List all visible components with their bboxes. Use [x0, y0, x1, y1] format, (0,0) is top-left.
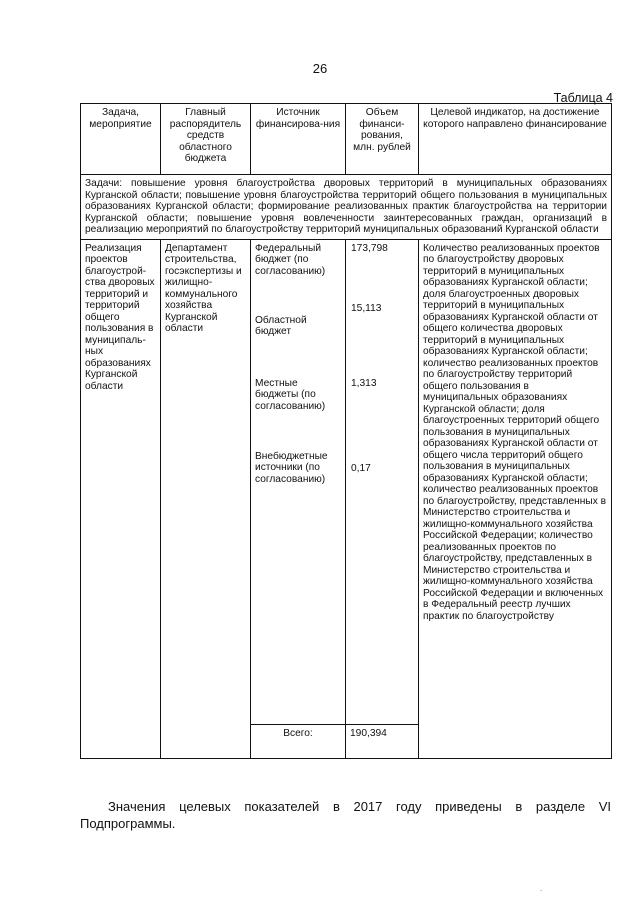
- table-caption: Таблица 4: [553, 91, 613, 105]
- footer-word: целевых: [179, 799, 231, 814]
- footer-word: показателей: [244, 799, 320, 814]
- footer-paragraph: [80, 798, 611, 832]
- source-federal: Федеральный бюджет (по согласованию): [255, 242, 326, 277]
- indicator-cell: Количество реализованных проектов по благоустройству дворовых территорий в муниципальных образованиях Курганской области; доля благоустроенных дворовых территорий в муниципальных образованиях Курганской области от общего количества дворовых территорий в муниципальных образованиях Курганской области; количество реализованных проектов по благоустройству территорий общего пользования в муниципальных образованиях Курганской области; доля благоустроенных территорий общего пользования в муниципальных образованиях Курганской области от общего числа территорий общего пользования в муниципальных образованиях Курганской области; количество реализованных проектов по благоустройству, представленных в Министерство строительства и жилищно-коммунального хозяйства Российской Федерации; количество реализованных проектов по благоустройству, представленных в Министерство строительства и жилищно-коммунального хозяйства Российской Федерации и включенных в Федеральный реестр лучших практик по благоустройству: [419, 239, 612, 758]
- total-value: 190,394: [346, 724, 419, 758]
- task-cell: Реализация проектов благоустрой-ства дворовых территорий и территорий общего пользования в муниципаль-ных образованиях Курганской области: [81, 239, 161, 724]
- header-volume: Объем финанси-рования, млн. рублей: [346, 104, 419, 175]
- footer-line-1: [80, 798, 611, 815]
- page-number: 26: [312, 61, 328, 76]
- header-indicator: Целевой индикатор, на достижение которого направлено финансирование: [419, 104, 612, 175]
- source-local: Местные бюджеты (по согласованию): [255, 377, 326, 412]
- total-empty-task: [81, 724, 161, 758]
- footer-word: в: [332, 799, 340, 814]
- total-empty-manager: [161, 724, 251, 758]
- footer-word: 2017: [353, 799, 383, 814]
- value-regional: 15,113: [351, 302, 382, 314]
- header-source: Источник финансирова-ния: [251, 104, 346, 175]
- footer-word: приведены: [435, 799, 502, 814]
- footer-word: в: [515, 799, 523, 814]
- corner-mark: .: [540, 884, 543, 893]
- footer-word: разделе: [535, 799, 586, 814]
- source-extrabudget: Внебюджетные источники (по согласованию): [255, 450, 328, 485]
- footer-word: Значения: [108, 799, 166, 814]
- source-cell: [251, 239, 346, 724]
- value-local: 1,313: [351, 377, 377, 389]
- header-task: Задача, мероприятие: [81, 104, 161, 175]
- goals-row: [81, 175, 612, 240]
- manager-cell: Департамент строительства, госэкспертизы и жилищно-коммунального хозяйства Курганской области: [161, 239, 251, 724]
- volume-cell: [346, 239, 419, 724]
- goals-text: Задачи: повышение уровня благоустройства дворовых территорий в муниципальных образованиях Курганской области; повышение уровня благоустройства территорий общего пользования в муниципальных образованиях Курганской области; формирование реализованных практик благоустройства на территории Курганской области; повышение уровня вовлеченности заинтересованных граждан, организаций в реализацию мероприятий по благоустройству территорий муниципальных образований Курганской области: [81, 175, 612, 240]
- value-extrabudget: 0,17: [351, 462, 371, 474]
- financing-table: [80, 103, 612, 759]
- table-header-row: [81, 104, 612, 175]
- table-row: [81, 239, 612, 724]
- value-federal: 173,798: [351, 242, 388, 254]
- footer-word: году: [396, 799, 422, 814]
- footer-line-2: Подпрограммы.: [80, 816, 176, 831]
- total-label: Всего:: [251, 724, 346, 758]
- footer-word: VI: [598, 799, 611, 814]
- header-manager: Главный распорядитель средств областного бюджета: [161, 104, 251, 175]
- source-regional: Областной бюджет: [255, 314, 307, 337]
